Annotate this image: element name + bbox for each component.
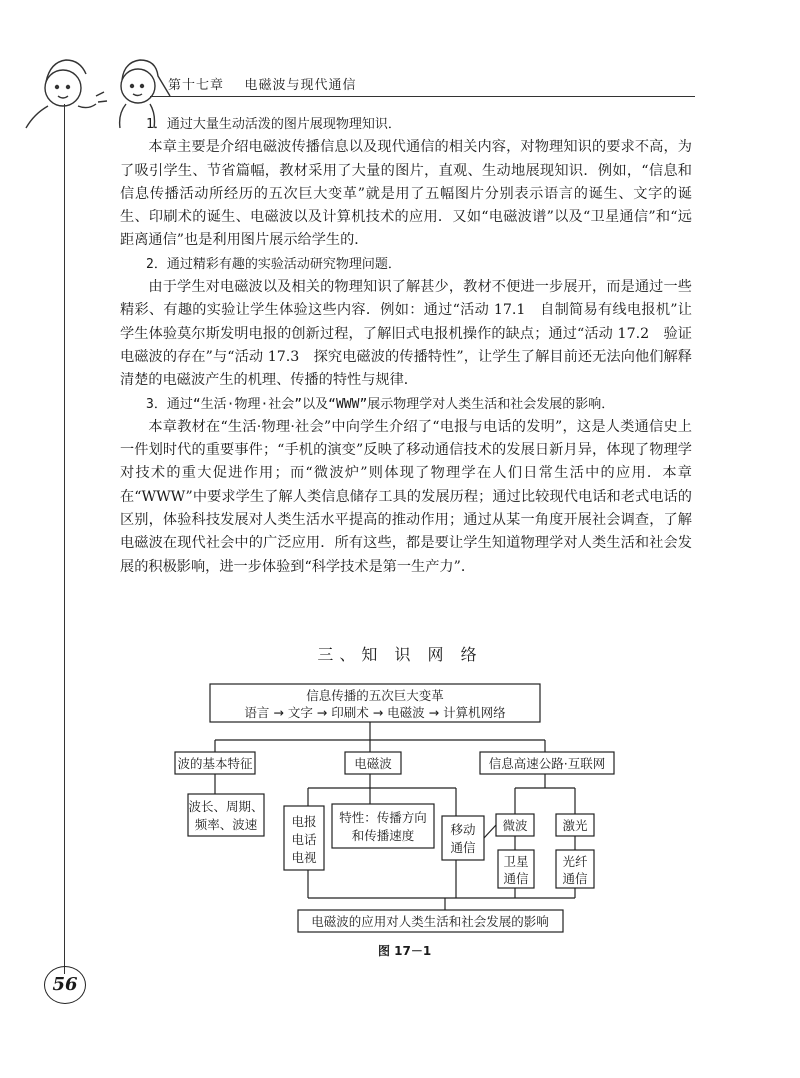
diagram-mobile-1: 移动 bbox=[450, 822, 476, 837]
diagram-wave: 波的基本特征 bbox=[177, 756, 253, 771]
diagram-sat-1: 卫星 bbox=[503, 854, 529, 869]
page-number: 56 bbox=[44, 966, 86, 1004]
margin-rule bbox=[64, 104, 65, 974]
diagram-tele-3: 电视 bbox=[291, 850, 317, 865]
paragraph-1: 本章主要是介绍电磁波传播信息以及现代通信的相关内容，对物理知识的要求不高，为了吸引学生、节省篇幅，教材采用了大量的图片，直观、生动地展现知识．例如，“信息和信息传播活动所经历的五次巨大变革”就是用了五幅图片分别表示语言的诞生、文字的诞生、印刷术的诞生、电磁波以及计算机技术的应用．又如“电磁波谱”以及“卫星通信”和“远距离通信”也是利用图片展示给学生的． bbox=[120, 139, 692, 249]
diagram-top-chain: 语言 → 文字 → 印刷术 → 电磁波 → 计算机网络 bbox=[244, 705, 506, 720]
diagram-wave-props-1: 波长、周期、 bbox=[188, 799, 264, 814]
diagram-wave-props-2: 频率、波速 bbox=[194, 817, 258, 832]
diagram-props-2: 和传播速度 bbox=[351, 828, 415, 843]
diagram-fiber-1: 光纤 bbox=[562, 854, 588, 869]
diagram-em: 电磁波 bbox=[354, 756, 392, 771]
figure-caption: 图 17－1 bbox=[378, 944, 432, 958]
diagram-fiber-2: 通信 bbox=[562, 871, 588, 886]
diagram-bottom: 电磁波的应用对人类生活和社会发展的影响 bbox=[311, 914, 549, 929]
paragraph-3: 本章教材在“生活·物理·社会”中向学生介绍了“电报与电话的发明”，这是人类通信史上一件划时代的重要事件；“手机的演变”反映了移动通信技术的发展日新月异，体现了物理学对技术的重大促进作用；而“微波炉”则体现了物理学在人们日常生活中的应用．本章在“WWW”中要求学生了解人类信息储存工具的发展历程；通过比较现代电话和老式电话的区别，体验科技发展对人类生活水平提高的推动作用；通过从某一角度开展社会调查，了解电磁波在现代社会中的广泛应用．所有这些，都是要让学生知道物理学对人类生活和社会发展的积极影响，进一步体验到“科学技术是第一生产力”． bbox=[120, 418, 692, 575]
section-title: 三、知 识 网 络 bbox=[317, 645, 483, 664]
diagram-props-1: 特性：传播方向 bbox=[339, 810, 427, 825]
point-heading-1: 1．通过大量生动活泼的图片展现物理知识． bbox=[146, 117, 401, 132]
diagram-micro: 微波 bbox=[502, 818, 528, 833]
body-text bbox=[120, 113, 692, 579]
diagram-top-title: 信息传播的五次巨大变革 bbox=[306, 688, 444, 703]
paragraph-2: 由于学生对电磁波以及相关的物理知识了解甚少，教材不便进一步展开，而是通过一些精彩、有趣的实验让学生体验这些内容．例如：通过“活动 17.1 自制简易有线电报机”让学生体验莫尔斯发明电报的创新过程，了解旧式电报机操作的缺点；通过“活动 17.2 验证电磁波的存在”与“活动 17.3 探究电磁波的传播特性”，让学生了解目前还无法向他们解释清楚的电磁波产生的机理、传播的特性与规律． bbox=[120, 279, 692, 389]
header-rule bbox=[150, 96, 695, 97]
diagram-tele-2: 电话 bbox=[291, 832, 317, 847]
point-heading-3: 3．通过“生活·物理·社会”以及“WWW”展示物理学对人类生活和社会发展的影响． bbox=[146, 396, 615, 412]
diagram-mobile-2: 通信 bbox=[450, 840, 476, 855]
chapter-title: 电磁波与现代通信 bbox=[244, 78, 357, 93]
chapter-number: 第十七章 bbox=[168, 78, 225, 93]
point-heading-2: 2．通过精彩有趣的实验活动研究物理问题． bbox=[146, 256, 401, 272]
diagram-laser: 激光 bbox=[562, 818, 588, 833]
running-header bbox=[168, 74, 357, 93]
diagram-net: 信息高速公路·互联网 bbox=[488, 756, 606, 771]
diagram-sat-2: 通信 bbox=[503, 871, 529, 886]
knowledge-network-diagram bbox=[160, 678, 630, 940]
diagram-tele-1: 电报 bbox=[291, 814, 317, 829]
